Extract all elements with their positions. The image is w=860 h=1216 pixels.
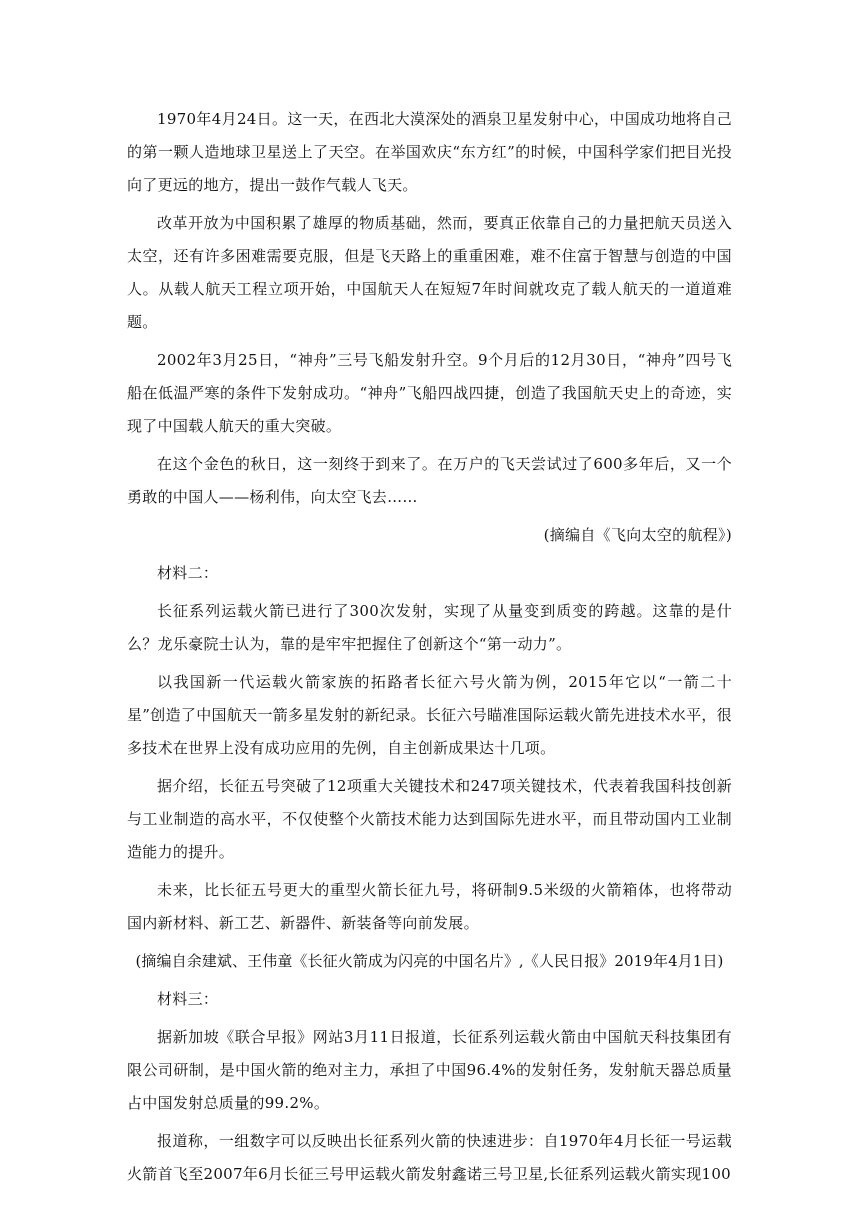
paragraph: 未来，比长征五号更大的重型火箭长征九号，将研制9.5米级的火箭箱体，也将带动国内新材料、新工艺、新器件、新装备等向前发展。 [127,881,732,932]
paragraph: 据新加坡《联合早报》网站3月11日报道，长征系列运载火箭由中国航天科技集团有限公司研制，是中国火箭的绝对主力，承担了中国96.4%的发射任务，发射航天器总质量占中国发射总质量的99.2%。 [127,1028,732,1112]
paragraph: 报道称，一组数字可以反映出长征系列火箭的快速进步：自1970年4月长征一号运载火箭首飞至2007年6月长征三号甲运载火箭发射鑫诺三号卫星,长征系列运载火箭实现100 [127,1132,732,1183]
source-citation: (摘编自《飞向太空的航程》) [543,526,732,544]
document-page [127,103,732,1196]
paragraph: 据介绍，长征五号突破了12项重大关键技术和247项关键技术，代表着我国科技创新与工业制造的高水平，不仅使整个火箭技术能力达到国际先进水平，而且带动国内工业制造能力的提升。 [127,777,732,861]
paragraph: 改革开放为中国积累了雄厚的物质基础，然而，要真正依靠自己的力量把航天员送入太空，还有许多困难需要克服，但是飞天路上的重重困难，难不住富于智慧与创造的中国人。从载人航天工程立项开始，中国航天人在短短7年时间就攻克了载人航天的一道道难题。 [127,214,732,331]
paragraph: 1970年4月24日。这一天，在西北大漠深处的酒泉卫星发射中心，中国成功地将自己的第一颗人造地球卫星送上了天空。在举国欢庆“东方红”的时候，中国科学家们把目光投向了更远的地方，提出一鼓作气载人飞天。 [127,110,732,194]
paragraph: 在这个金色的秋日，这一刻终于到来了。在万户的飞天尝试过了600多年后，又一个勇敢的中国人——杨利伟，向太空飞去…… [127,455,732,506]
source-citation: (摘编自余建斌、王伟童《长征火箭成为闪亮的中国名片》,《人民日报》2019年4月1日) [135,952,724,970]
paragraph: 以我国新一代运载火箭家族的拓路者长征六号火箭为例，2015年它以“一箭二十星”创造了中国航天一箭多星发射的新纪录。长征六号瞄准国际运载火箭先进技术水平，很多技术在世界上没有成功应用的先例，自主创新成果达十几项。 [127,673,732,757]
material-label: 材料二： [157,564,219,582]
material-label: 材料三： [157,990,219,1008]
paragraph: 2002年3月25日，“神舟”三号飞船发射升空。9个月后的12月30日，“神舟”四号飞船在低温严寒的条件下发射成功。“神舟”飞船四战四捷，创造了我国航天史上的奇迹，实现了中国载人航天的重大突破。 [127,351,732,435]
paragraph: 长征系列运载火箭已进行了300次发射，实现了从量变到质变的跨越。这靠的是什么？龙乐豪院士认为，靠的是牢牢把握住了创新这个“第一动力”。 [127,602,732,653]
